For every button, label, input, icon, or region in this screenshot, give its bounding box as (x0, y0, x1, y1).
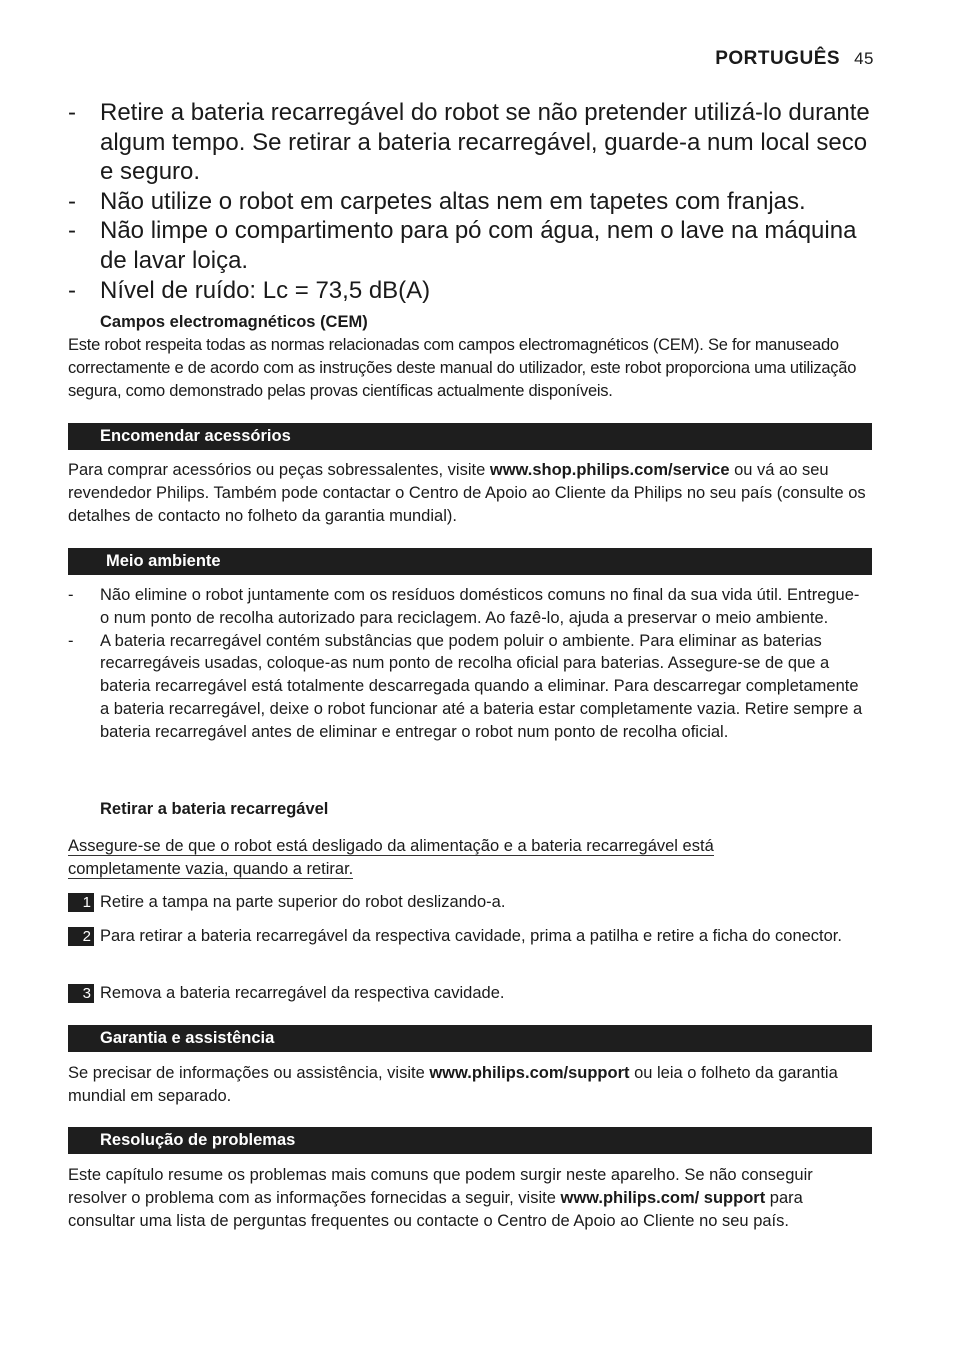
section-bar-warranty: Garantia e assistência (68, 1025, 872, 1052)
environment-list (68, 584, 868, 744)
battery-heading: Retirar a bateria recarregável (100, 800, 329, 818)
section-bar-environment: Meio ambiente (68, 548, 872, 575)
list-item: - Não utilize o robot em carpetes altas nem em tapetes com franjas. (68, 187, 806, 215)
page-header (715, 48, 874, 70)
battery-warning: Assegure-se de que o robot está desligado da alimentação e a bateria recarregável está completamente vazia, quando a retirar. (68, 837, 714, 878)
support-link[interactable]: www.philips.com/support (429, 1064, 630, 1082)
section-bar-troubleshooting: Resolução de problemas (68, 1127, 872, 1154)
step-item: 2 Para retirar a bateria recarregável da respectiva cavidade, prima a patilha e retire a ficha do conector. (68, 925, 868, 948)
step-number: 3 (68, 984, 94, 1003)
section-bar-accessories: Encomendar acessórios (68, 423, 872, 450)
page-number: 45 (854, 49, 874, 68)
language-label: PORTUGUÊS (715, 48, 841, 69)
list-item: - Retire a bateria recarregável do robot se não pretender utilizá-lo durante algum tempo. Se retirar a bateria recarregável, guarde-a num local seco e seguro. (68, 99, 870, 186)
accessories-text: Para comprar acessórios ou peças sobressalentes, visite www.shop.philips.com/service ou vá ao seu revendedor Philips. Também pode contactar o Centro de Apoio ao Cliente da Philips no seu país (consulte os detalhes de contacto no folheto da garantia mundial). (68, 461, 866, 525)
step-number: 1 (68, 893, 94, 912)
step-item: 1 Retire a tampa na parte superior do robot deslizando-a. (68, 891, 868, 914)
warranty-text: Se precisar de informações ou assistência, visite www.philips.com/support ou leia o folheto da garantia mundial em separado. (68, 1064, 838, 1105)
step-item: 3 Remova a bateria recarregável da respectiva cavidade. (68, 982, 868, 1005)
emf-text: Este robot respeita todas as normas relacionadas com campos electromagnéticos (CEM). Se for manuseado correctamente e de acordo com as instruções deste manual do utilizador, este robot proporciona uma utilização segura, como demonstrado pelas provas científicas actualmente disponíveis. (68, 336, 857, 400)
list-item: - Não limpe o compartimento para pó com água, nem o lave na máquina de lavar loiça. (68, 217, 857, 274)
shop-link[interactable]: www.shop.philips.com/service (489, 461, 730, 479)
emf-heading: Campos electromagnéticos (CEM) (100, 313, 368, 331)
list-item: - Nível de ruído: Lc = 73,5 dB(A) (68, 276, 431, 304)
step-number: 2 (68, 927, 94, 946)
list-item: - A bateria recarregável contém substâncias que podem poluir o ambiente. Para eliminar as baterias recarregáveis usadas, coloque-as num ponto de recolha oficial para baterias. Assegure-se de que a bateria recarregável está totalmente descarregada quando a eliminar. Para descarregar completamente a bateria recarregável, deixe o robot funcionar até a bateria estar completamente vazia. Retire sempre a bateria recarregável antes de eliminar e entregar o robot num ponto de recolha oficial. (68, 631, 863, 741)
large-bullet-list (68, 98, 878, 305)
troubleshooting-text: Este capítulo resume os problemas mais comuns que podem surgir neste aparelho. Se não conseguir resolver o problema com as informações fornecidas a seguir, visite www.philips.com/ support para consultar uma lista de perguntas frequentes ou contacte o Centro de Apoio ao Cliente no seu país. (68, 1166, 813, 1230)
list-item: - Não elimine o robot juntamente com os resíduos domésticos comuns no final da sua vida útil. Entregue-o num ponto de recolha autorizado para reciclagem. Ao fazê-lo, ajuda a preservar o meio ambiente. (68, 586, 860, 627)
support-link[interactable]: www.philips.com/ support (560, 1188, 766, 1207)
